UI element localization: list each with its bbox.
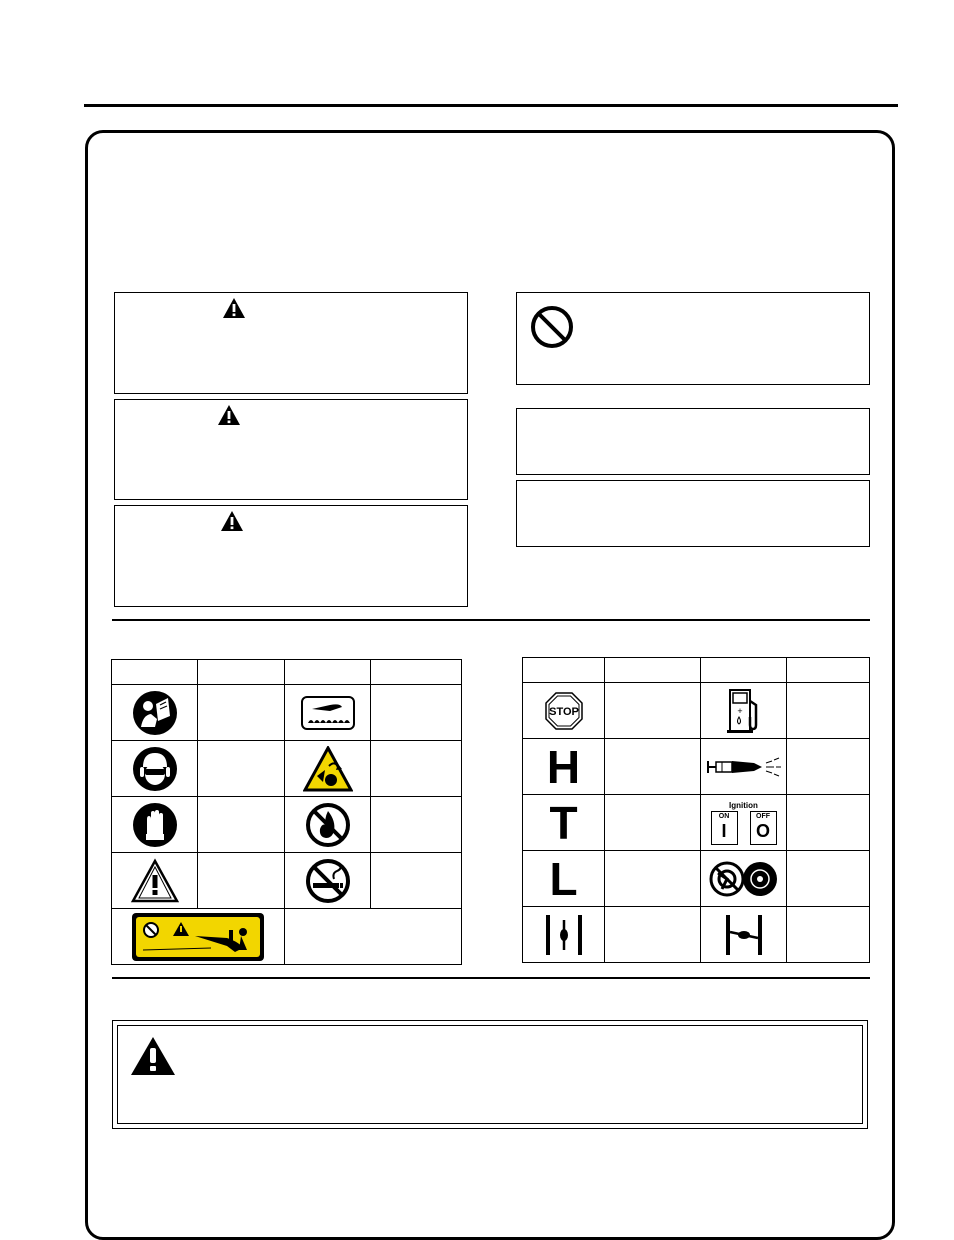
section-rule xyxy=(112,977,870,979)
prohibited-box xyxy=(516,292,870,385)
on-mark: I xyxy=(721,820,727,841)
ignition-label: Ignition xyxy=(729,800,758,810)
table-header-row xyxy=(523,658,870,683)
prohibition-circle-icon xyxy=(530,305,574,349)
warning-triangle-icon xyxy=(220,510,244,532)
h-letter-icon: H xyxy=(546,740,581,793)
bystander-distance-decal-icon xyxy=(131,912,265,962)
stop-label: STOP xyxy=(548,705,579,718)
table-row xyxy=(112,685,462,741)
stop-icon xyxy=(544,691,584,731)
note-box xyxy=(516,480,870,547)
important-box xyxy=(516,408,870,475)
hot-surface-icon xyxy=(300,695,356,731)
warning-box xyxy=(114,399,468,500)
general-warning-inner xyxy=(117,1025,863,1124)
fuel-pump-icon xyxy=(724,687,764,735)
table-row xyxy=(523,795,870,851)
primer-bulb-icon xyxy=(706,755,782,779)
symbol-table-left xyxy=(111,659,462,965)
eye-ear-protection-icon xyxy=(131,745,179,793)
ignition-on-switch xyxy=(711,811,738,845)
table-row xyxy=(523,907,870,963)
warning-triangle-icon xyxy=(130,1036,176,1076)
read-manual-icon xyxy=(131,689,179,737)
table-row xyxy=(112,741,462,797)
no-smoking-icon xyxy=(304,857,352,905)
table-row xyxy=(523,683,870,739)
off-label: OFF xyxy=(756,812,770,820)
danger-box xyxy=(114,292,468,394)
ignition-off-switch xyxy=(750,811,777,845)
no-metal-blade-icon xyxy=(708,859,780,899)
gloves-icon xyxy=(131,801,179,849)
warning-triangle-icon xyxy=(222,297,246,319)
table-header-row xyxy=(112,660,462,685)
svg-text:+: + xyxy=(736,705,743,716)
table-row xyxy=(112,853,462,909)
alert-icon xyxy=(130,858,180,904)
table-row xyxy=(112,909,462,965)
l-letter-icon: L xyxy=(549,852,578,905)
choke-closed-icon xyxy=(718,912,770,958)
thrown-objects-icon xyxy=(303,746,353,792)
table-row xyxy=(523,739,870,795)
table-row xyxy=(523,851,870,907)
caution-box xyxy=(114,505,468,607)
symbol-table-right xyxy=(522,657,870,963)
off-mark: O xyxy=(755,820,770,841)
choke-open-icon xyxy=(538,912,590,958)
on-label: ON xyxy=(718,812,730,820)
no-fire-icon xyxy=(304,801,352,849)
t-letter-icon: T xyxy=(549,796,578,849)
header-rule xyxy=(84,104,898,107)
general-warning-box xyxy=(112,1020,868,1129)
section-rule xyxy=(112,619,870,621)
table-row xyxy=(112,797,462,853)
ignition-switch-icon xyxy=(711,801,777,845)
warning-triangle-icon xyxy=(217,404,241,426)
